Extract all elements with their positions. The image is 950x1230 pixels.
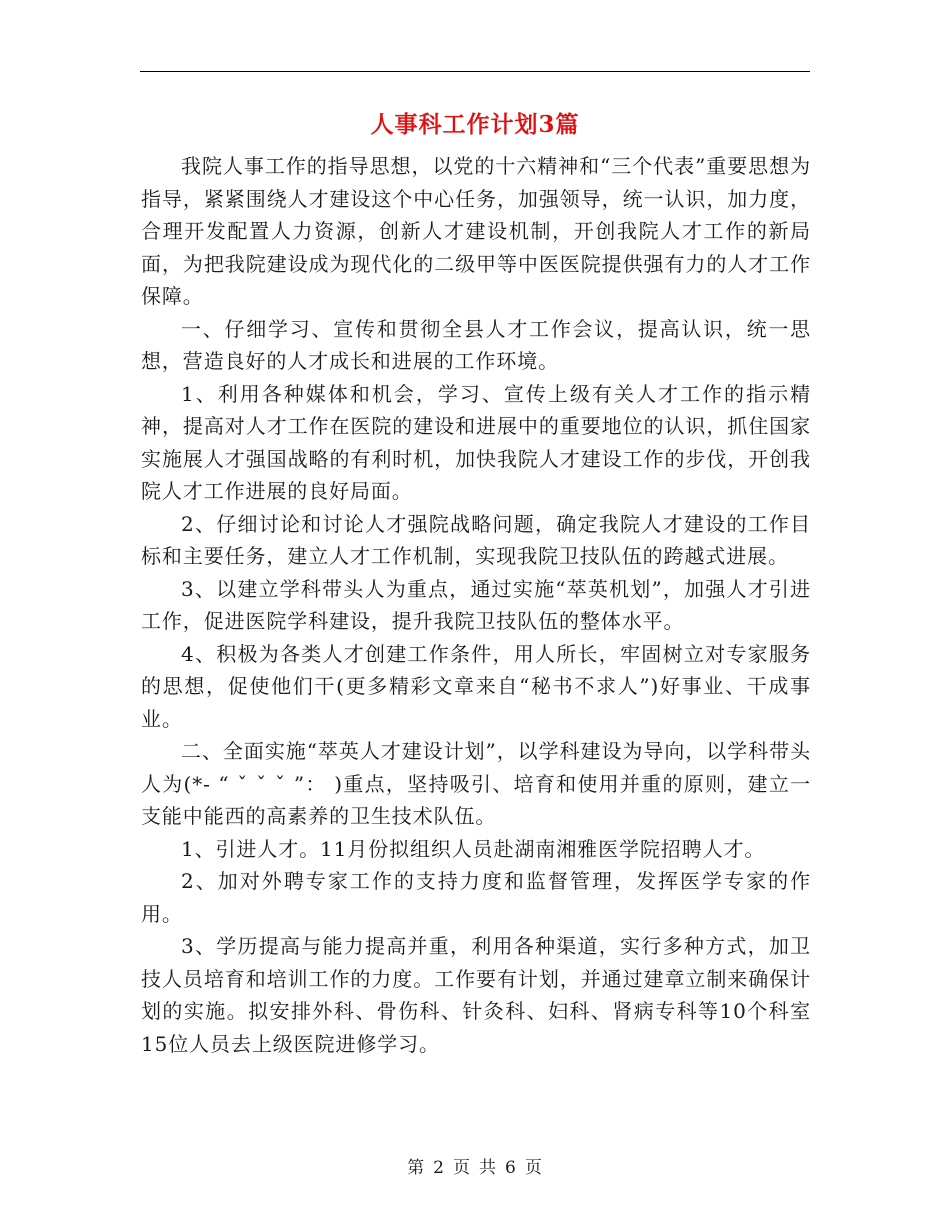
footer-page-number: 2 bbox=[433, 1158, 445, 1178]
paragraph-item-1-4: 4、积极为各类人才创建工作条件，用人所长，牢固树立对专家服务的思想，促使他们干(更多精彩文章来自“秘书不求人”)好事业、干成事业。 bbox=[141, 641, 811, 731]
paragraph-item-1-2: 2、仔细讨论和讨论人才强院战略问题，确定我院人才建设的工作目标和主要任务，建立人才工作机制，实现我院卫技队伍的跨越式进展。 bbox=[141, 511, 811, 568]
footer-page-unit: 页 bbox=[453, 1158, 471, 1178]
paragraph-section-2: 二、全面实施“萃英人才建设计划”，以学科建设为导向，以学科带头人为(*- “ ˇ ˇ ˇ ”： )重点，坚持吸引、培育和使用并重的原则，建立一支能中能西的高素养的卫生技术队伍。 bbox=[141, 739, 811, 828]
footer-total-pages: 6 bbox=[505, 1158, 517, 1178]
paragraph-item-2-1: 1、引进人才。11月份拟组织人员赴湖南湘雅医学院招聘人才。 bbox=[181, 836, 766, 861]
header-rule bbox=[140, 71, 810, 72]
page-footer bbox=[0, 1153, 950, 1178]
paragraph-item-1-3: 3、以建立学科带头人为重点，通过实施“萃英机划”，加强人才引进工作，促进医院学科建设，提升我院卫技队伍的整体水平。 bbox=[141, 576, 811, 633]
footer-prefix: 第 bbox=[407, 1158, 426, 1178]
paragraph-item-1-1: 1、利用各种媒体和机会，学习、宣传上级有关人才工作的指示精神，提高对人才工作在医院的建设和进展中的重要地位的认识，抓住国家实施展人才强国战略的有利时机，加快我院人才建设工作的步伐，开创我院人才工作进展的良好局面。 bbox=[141, 381, 811, 503]
paragraph-item-2-3: 3、学历提高与能力提高并重，利用各种渠道，实行多种方式，加卫技人员培育和培训工作的力度。工作要有计划，并通过建章立制来确保计划的实施。拟安排外科、骨伤科、针灸科、妇科、肾病专科等10个科室15位人员去上级医院进修学习。 bbox=[141, 934, 811, 1056]
document-body bbox=[141, 150, 811, 1060]
paragraph-section-1: 一、仔细学习、宣传和贯彻全县人才工作会议，提高认识，统一思想，营造良好的人才成长和进展的工作环境。 bbox=[141, 316, 811, 373]
footer-total-unit: 页 bbox=[524, 1158, 543, 1178]
footer-total-label: 共 bbox=[479, 1158, 497, 1178]
paragraph-item-2-2: 2、加对外聘专家工作的支持力度和监督管理，发挥医学专家的作用。 bbox=[141, 869, 811, 926]
paragraph-intro: 我院人事工作的指导思想，以党的十六精神和“三个代表”重要思想为指导，紧紧围绕人才建设这个中心任务，加强领导，统一认识，加力度，合理开发配置人力资源，创新人才建设机制，开创我院人才工作的新局面，为把我院建设成为现代化的二级甲等中医医院提供强有力的人才工作保障。 bbox=[141, 154, 811, 308]
document-title: 人事科工作计划3篇 bbox=[370, 111, 580, 138]
